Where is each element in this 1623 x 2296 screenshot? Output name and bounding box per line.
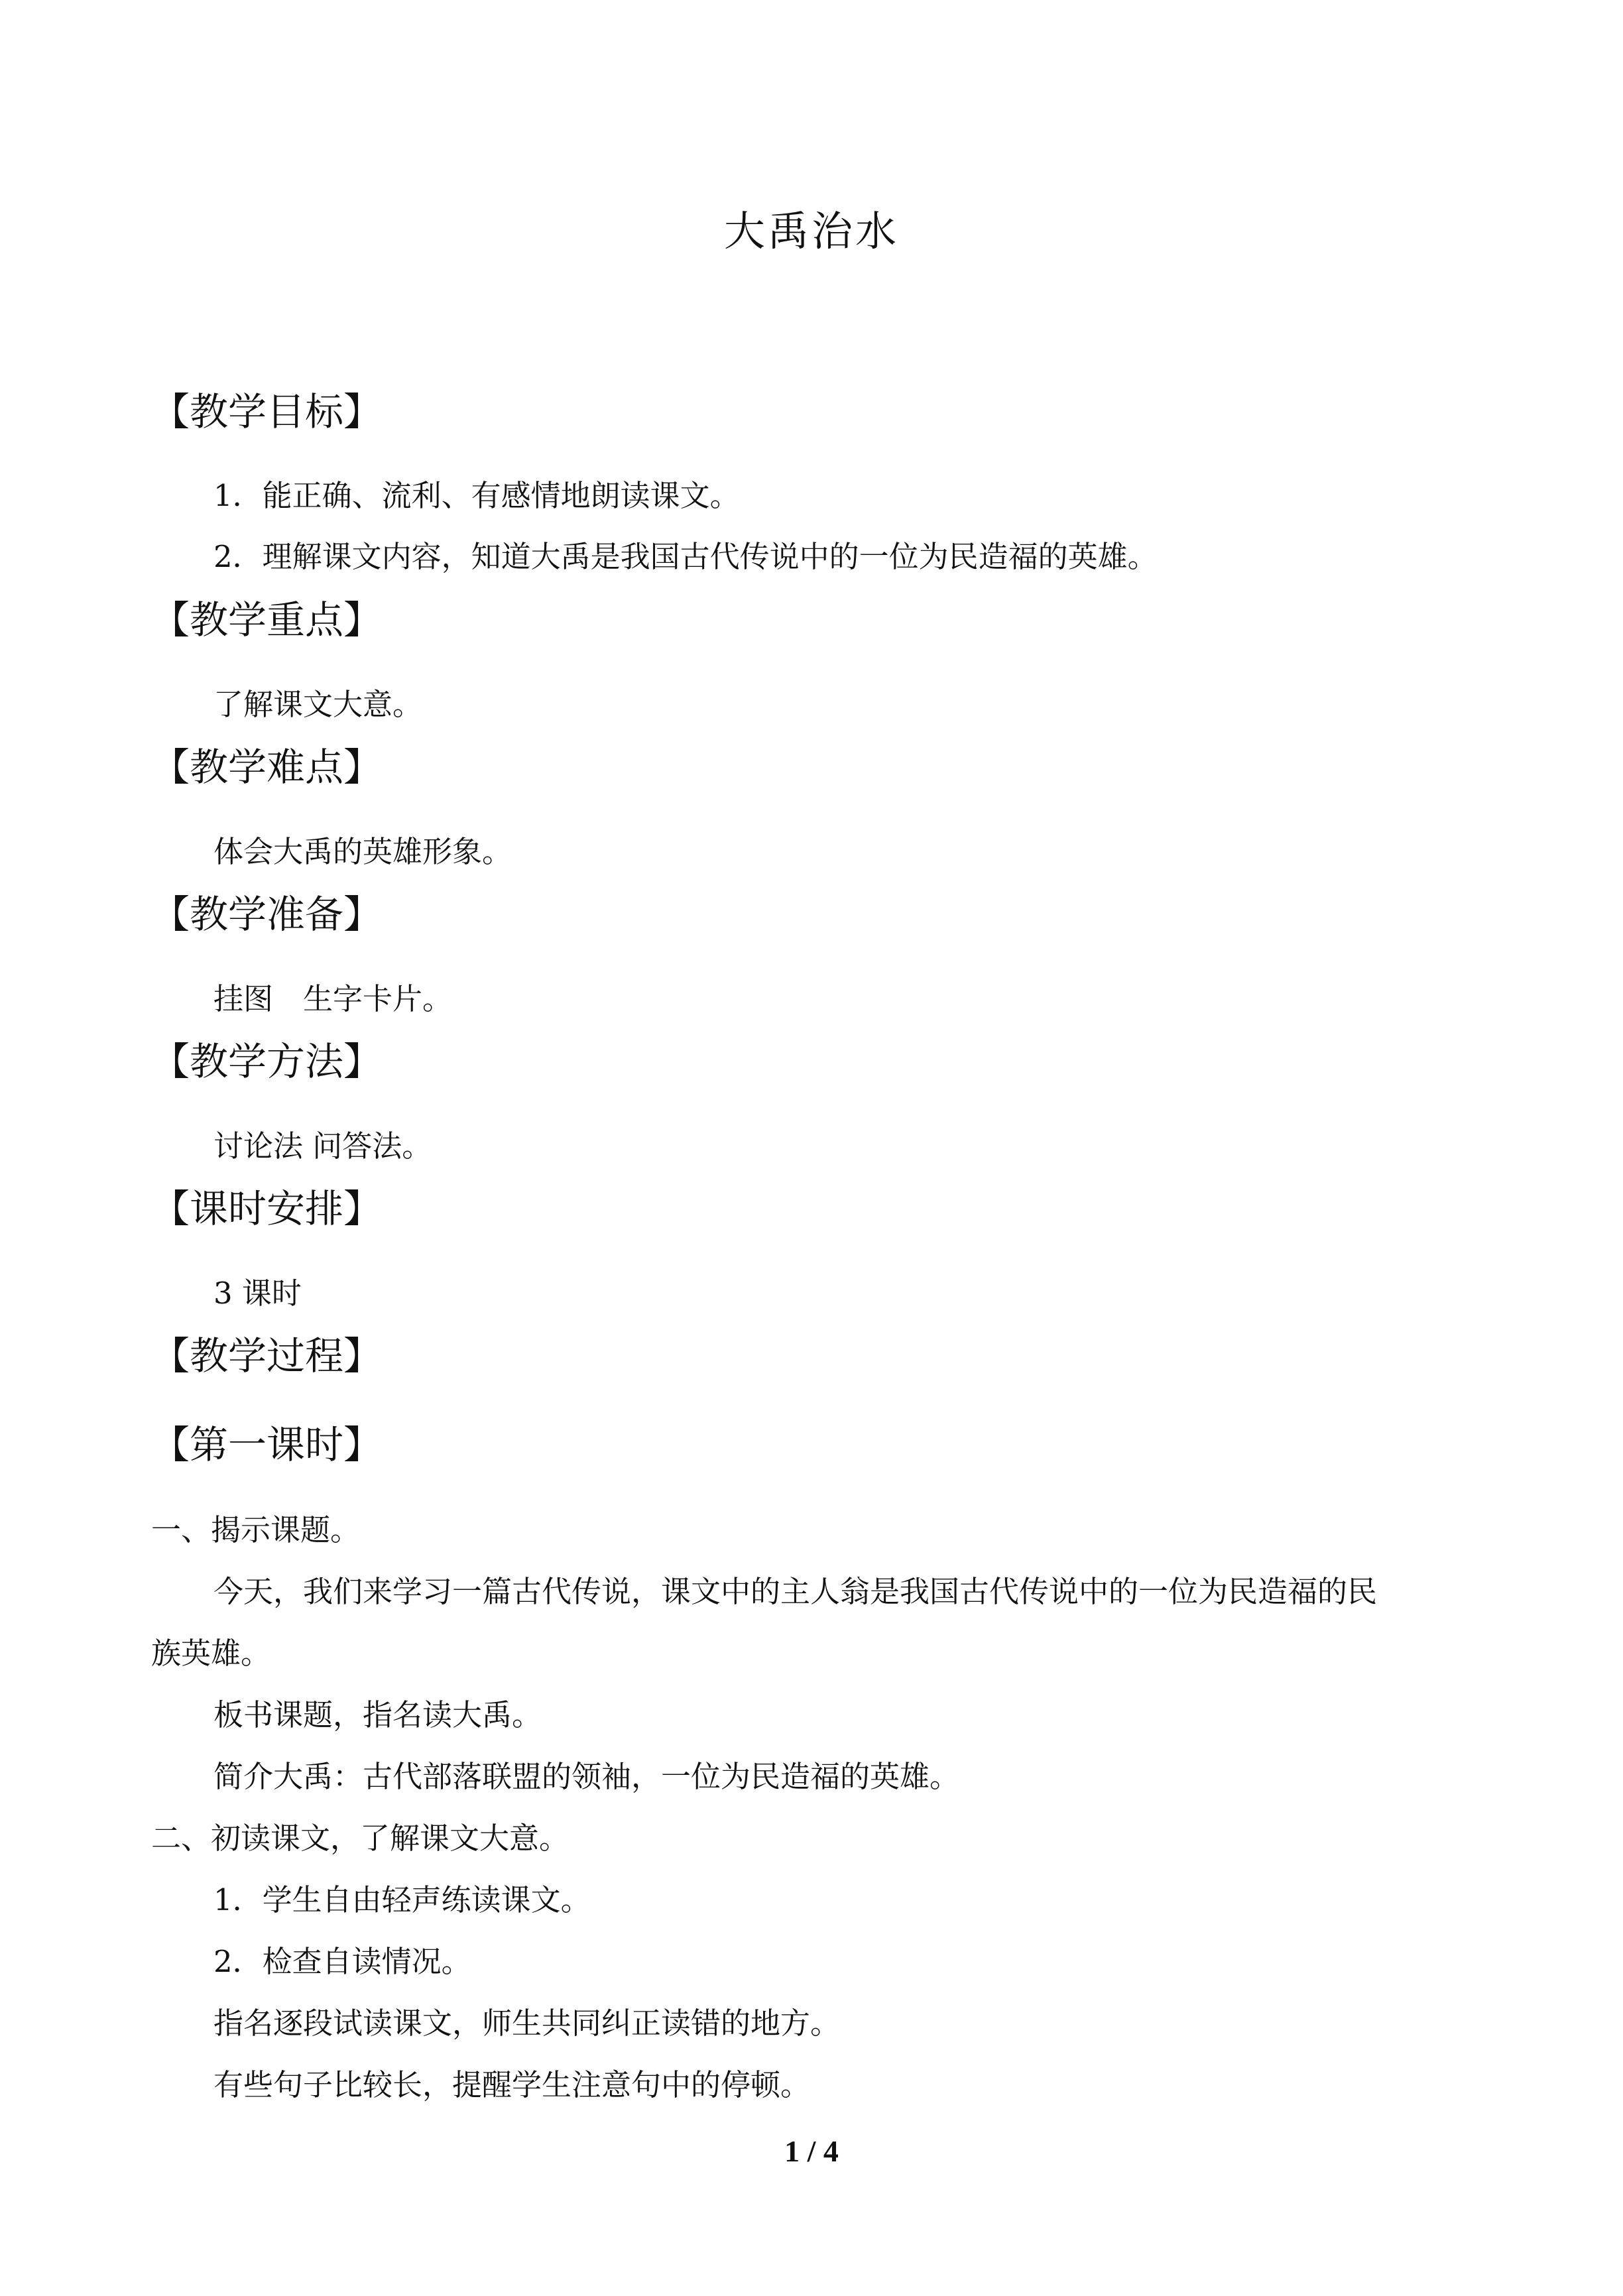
document-title: 大禹治水 (723, 207, 899, 255)
step-2-item-1: 1．学生自由轻声练读课文。 (213, 1882, 591, 1917)
heading-difficulties: 【教学难点】 (151, 745, 383, 790)
heading-methods: 【教学方法】 (151, 1039, 383, 1084)
step-1-para-2: 板书课题，指名读大禹。 (213, 1697, 542, 1732)
key-points-text: 了解课文大意。 (213, 687, 423, 722)
step-2-para-2: 有些句子比较长，提醒学生注意句中的停顿。 (213, 2067, 811, 2102)
heading-process: 【教学过程】 (151, 1333, 383, 1378)
step-2-label: 二、初读课文，了解课文大意。 (151, 1821, 570, 1856)
step-1-para-3: 简介大禹：古代部落联盟的领袖，一位为民造福的英雄。 (213, 1759, 960, 1794)
step-2-para-1: 指名逐段试读课文，师生共同纠正读错的地方。 (213, 2006, 841, 2041)
heading-preparation: 【教学准备】 (151, 892, 383, 937)
heading-lesson-1: 【第一课时】 (151, 1422, 383, 1467)
difficulties-text: 体会大禹的英雄形象。 (213, 834, 512, 869)
page-number: 1 / 4 (784, 2134, 839, 2168)
preparation-text: 挂图 生字卡片。 (213, 981, 453, 1016)
step-2-item-2: 2．检查自读情况。 (213, 1944, 471, 1979)
heading-schedule: 【课时安排】 (151, 1186, 383, 1231)
step-1-para-1-line-1: 今天，我们来学习一篇古代传说，课文中的主人翁是我国古代传说中的一位为民造福的民 (213, 1574, 1378, 1609)
goal-item-2: 2．理解课文内容，知道大禹是我国古代传说中的一位为民造福的英雄。 (213, 539, 1158, 574)
schedule-text: 3 课时 (213, 1276, 302, 1311)
step-1-para-1-line-2: 族英雄。 (151, 1636, 271, 1671)
goal-item-1: 1．能正确、流利、有感情地朗读课文。 (213, 478, 740, 513)
heading-teaching-goals: 【教学目标】 (151, 389, 383, 434)
methods-text: 讨论法 问答法。 (213, 1128, 432, 1164)
step-1-label: 一、揭示课题。 (151, 1512, 361, 1547)
heading-key-points: 【教学重点】 (151, 597, 383, 642)
